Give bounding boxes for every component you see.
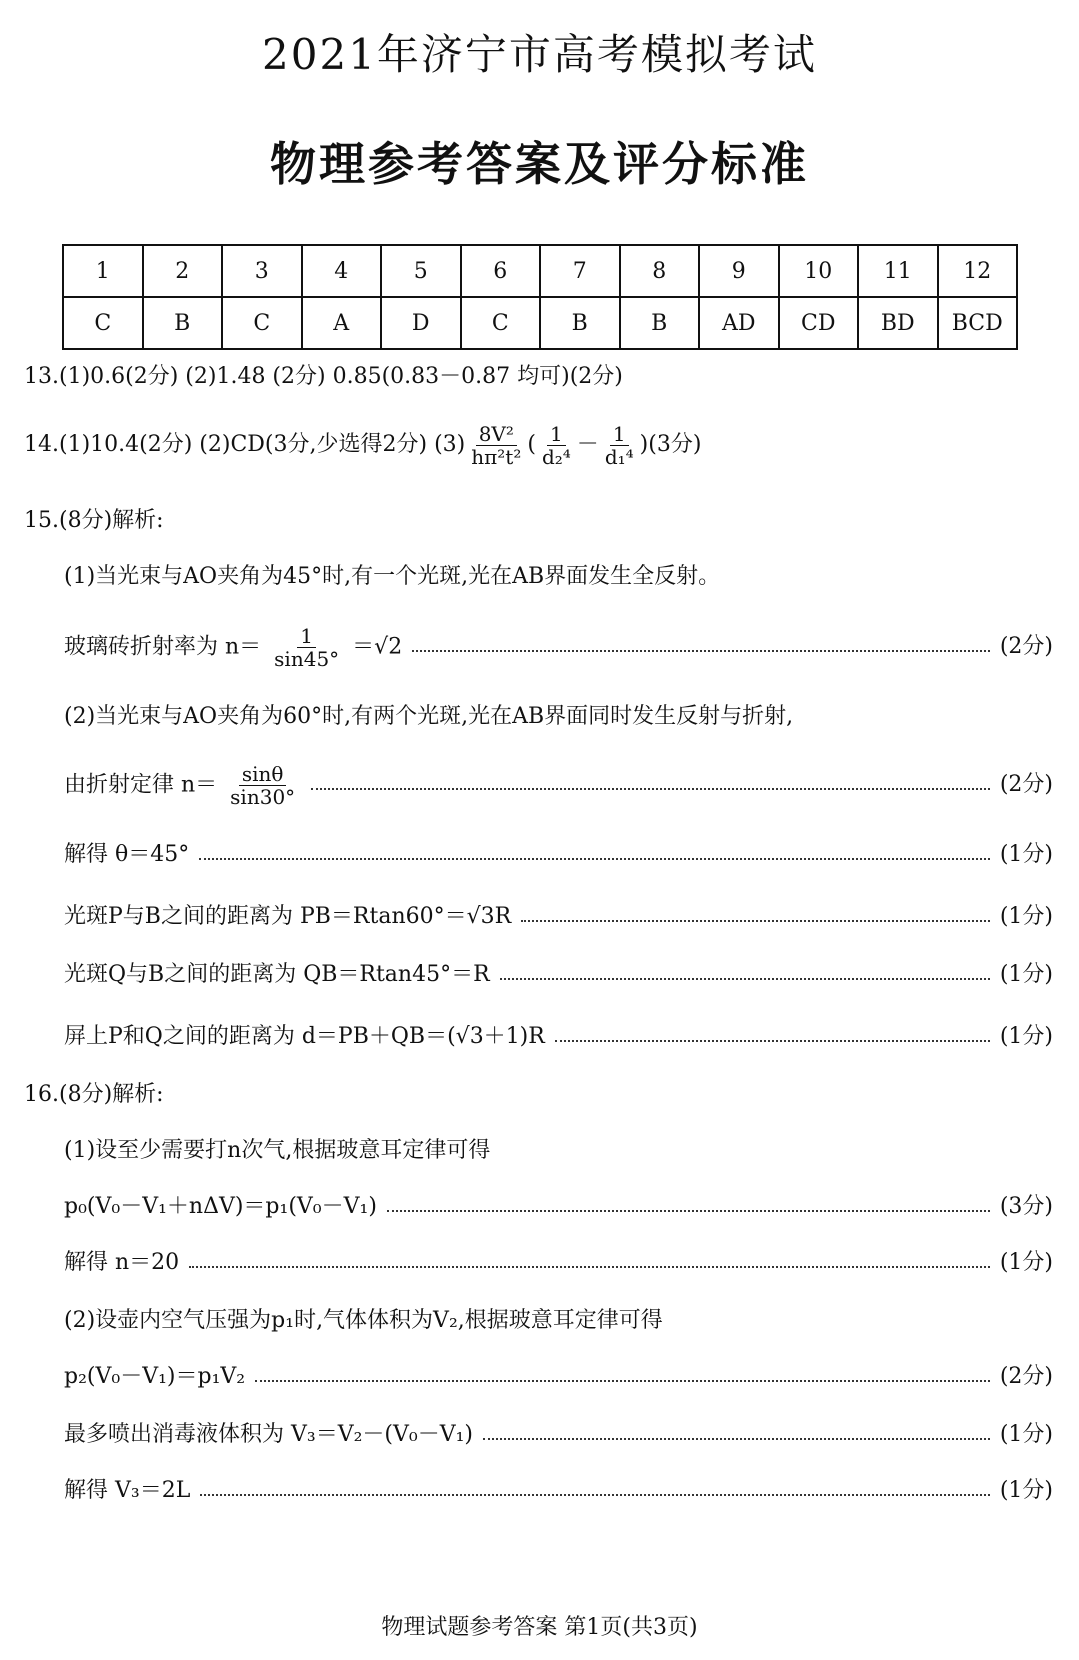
score: (2分) [999,772,1053,797]
dot-leader [189,1266,990,1268]
q14-text: 14.(1)10.4(2分) (2)CD(3分,少选得2分) (3) [24,432,466,457]
score: (1分) [999,962,1053,987]
question-number-row [63,245,1017,297]
q16-line7 [64,1476,1053,1506]
expr-prefix: 玻璃砖折射率为 n＝ [64,634,262,659]
q16-line4: (2)设壶内空气压强为p₁时,气体体积为V₂,根据玻意耳定律可得 [64,1308,663,1333]
q16-line3 [64,1248,1053,1278]
answer-cell: CD [779,297,859,349]
answer-cell: A [302,297,382,349]
dot-leader [199,858,990,860]
q16-line5 [64,1362,1053,1392]
paren-open: ( [527,432,536,457]
dot-leader [521,920,990,922]
question-number-cell: 9 [699,245,779,297]
q14-fraction-b [602,423,637,468]
page-footer: 物理试题参考答案 第1页(共3页) [381,1615,698,1640]
fraction-numerator: 1 [547,423,566,446]
answer-cell: C [63,297,143,349]
question-number-cell: 10 [779,245,859,297]
q13-answer: 13.(1)0.6(2分) (2)1.48 (2分) 0.85(0.83－0.87 均可)(2分) [24,364,623,389]
snell-fraction [227,763,298,808]
refraction-fraction [271,625,342,670]
score: (1分) [999,842,1053,867]
question-number-cell: 5 [381,245,461,297]
question-number-cell: 12 [938,245,1018,297]
answer-cell: AD [699,297,779,349]
minus-sign: － [576,432,599,457]
question-number-cell: 4 [302,245,382,297]
answer-row [63,297,1017,349]
q15-line4 [64,760,1053,810]
q15-line2-expr [64,625,402,670]
q15-line1: (1)当光束与AO夹角为45°时,有一个光斑,光在AB界面发生全反射。 [64,564,721,589]
expr: 解得 n＝20 [64,1250,180,1275]
fraction-numerator: sinθ [239,763,287,786]
score: (2分) [999,1364,1053,1389]
q15-heading: 15.(8分)解析: [24,508,164,533]
dot-leader [311,788,990,790]
question-number-cell: 8 [620,245,700,297]
expr: 最多喷出消毒液体积为 V₃＝V₂－(V₀－V₁) [64,1422,473,1447]
q15-line3: (2)当光束与AO夹角为60°时,有两个光斑,光在AB界面同时发生反射与折射, [64,704,794,729]
answer-cell: BCD [938,297,1018,349]
answer-table [62,244,1018,350]
fraction-numerator: 1 [297,625,316,648]
dot-leader [483,1438,990,1440]
q16-line6 [64,1420,1053,1450]
answer-cell: B [143,297,223,349]
fraction-numerator: 8V² [476,423,517,446]
answer-cell: BD [858,297,938,349]
answer-cell: C [222,297,302,349]
score: (1分) [999,1422,1053,1447]
score: (1分) [999,1250,1053,1275]
q15-line2 [64,622,1053,672]
answer-cell: B [540,297,620,349]
q15-line8 [64,1022,1053,1052]
exam-title: 2021年济宁市高考模拟考试 [262,30,817,79]
question-number-cell: 6 [461,245,541,297]
fraction-denominator: hπ²t² [471,444,522,469]
expr: p₀(V₀－V₁＋nΔV)＝p₁(V₀－V₁) [64,1194,377,1219]
fraction-denominator: d₁⁴ [604,444,634,469]
question-number-cell: 11 [858,245,938,297]
fraction-denominator: sin30° [230,784,296,809]
dot-leader [255,1380,990,1382]
expr: p₂(V₀－V₁)＝p₁V₂ [64,1364,246,1389]
expr: 解得 θ＝45° [64,842,190,867]
q14-main-fraction [468,423,524,468]
answer-cell: D [381,297,461,349]
expr: 光斑P与B之间的距离为 PB＝Rtan60°＝√3R [64,904,512,929]
question-number-cell: 3 [222,245,302,297]
score: (1分) [999,1024,1053,1049]
dot-leader [387,1210,990,1212]
expr: 解得 V₃＝2L [64,1478,191,1503]
expr-prefix: 由折射定律 n＝ [64,772,218,797]
dot-leader [200,1494,990,1496]
dot-leader [555,1040,990,1042]
expr: 光斑Q与B之间的距离为 QB＝Rtan45°＝R [64,962,490,987]
answer-key-title: 物理参考答案及评分标准 [270,137,809,191]
question-number-cell: 2 [143,245,223,297]
q16-heading: 16.(8分)解析: [24,1082,164,1107]
dot-leader [412,650,990,652]
score: (3分) [999,1194,1053,1219]
question-number-cell: 1 [63,245,143,297]
q15-line5 [64,840,1053,870]
q14-answer [24,420,701,470]
q16-line1: (1)设至少需要打n次气,根据玻意耳定律可得 [64,1138,491,1163]
dot-leader [500,978,990,980]
q14-fraction-a [539,423,574,468]
score: (1分) [999,904,1053,929]
q15-line4-expr [64,763,301,808]
fraction-denominator: sin45° [274,646,340,671]
q15-line6 [64,902,1053,932]
expr-suffix: ＝√2 [352,634,403,659]
q15-line7 [64,960,1053,990]
paren-close: ) [639,432,649,457]
answer-cell: C [461,297,541,349]
question-number-cell: 7 [540,245,620,297]
score: (1分) [999,1478,1053,1503]
fraction-numerator: 1 [610,423,629,446]
q16-line2 [64,1192,1053,1222]
score: (2分) [999,634,1053,659]
q14-score: (3分) [648,432,702,457]
answer-cell: B [620,297,700,349]
expr: 屏上P和Q之间的距离为 d＝PB＋QB＝(√3＋1)R [64,1024,545,1049]
fraction-denominator: d₂⁴ [541,444,571,469]
